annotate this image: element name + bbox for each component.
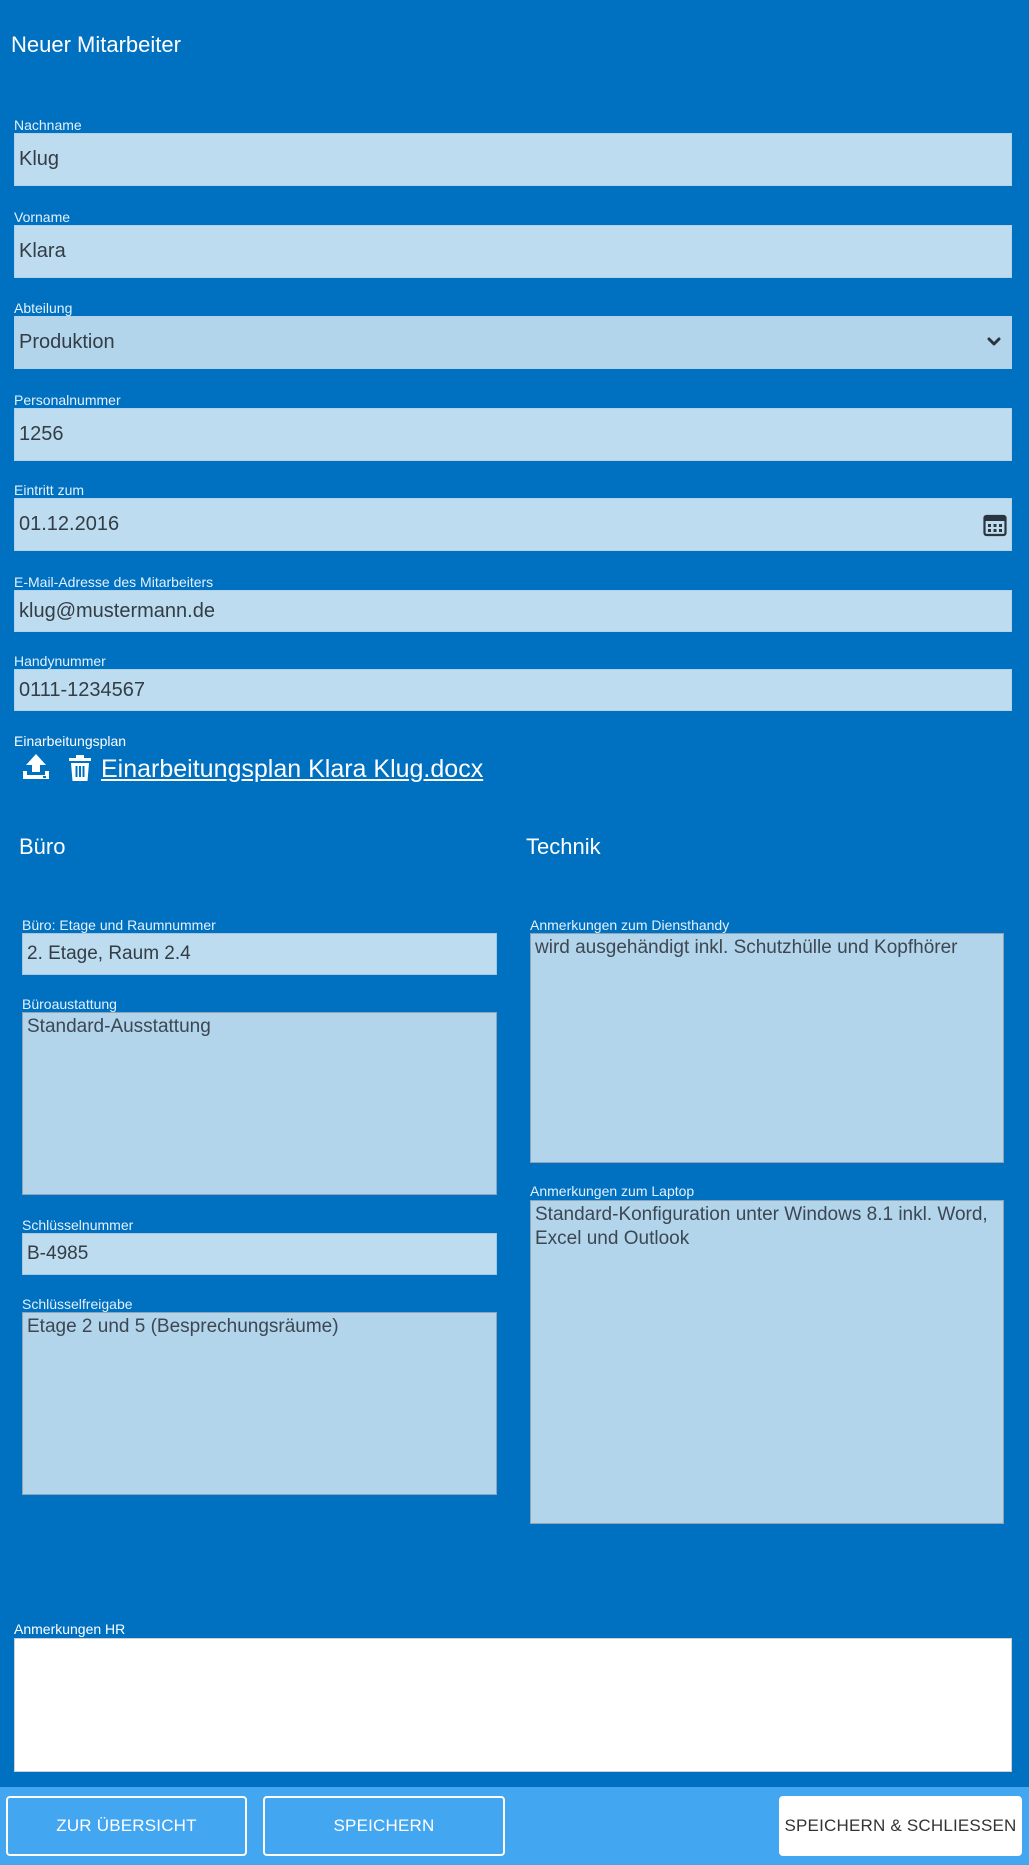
- personalnummer-input[interactable]: 1256: [14, 408, 1012, 461]
- email-label: E-Mail-Adresse des Mitarbeiters: [14, 574, 214, 590]
- buero-raum-label: Büro: Etage und Raumnummer: [22, 917, 216, 933]
- buero-ausstattung-textarea[interactable]: Standard-Ausstattung: [22, 1012, 497, 1195]
- calendar-icon[interactable]: [983, 513, 1007, 537]
- einarbeitungsplan-file-link[interactable]: Einarbeitungsplan Klara Klug.docx: [101, 755, 484, 783]
- abteilung-label: Abteilung: [14, 300, 73, 316]
- overview-button[interactable]: ZUR ÜBERSICHT: [6, 1796, 247, 1856]
- nachname-label: Nachname: [14, 117, 82, 133]
- vorname-label: Vorname: [14, 209, 71, 225]
- schluesselfreigabe-label: Schlüsselfreigabe: [22, 1296, 133, 1312]
- schluesselfreigabe-textarea[interactable]: Etage 2 und 5 (Besprechungsräume): [22, 1312, 497, 1495]
- buero-section-title: Büro: [19, 834, 66, 859]
- nachname-input[interactable]: Klug: [14, 133, 1012, 186]
- vorname-input[interactable]: Klara: [14, 225, 1012, 278]
- schluesselnummer-input[interactable]: B-4985: [22, 1233, 497, 1275]
- schluesselnummer-label: Schlüsselnummer: [22, 1217, 134, 1233]
- chevron-down-icon[interactable]: [987, 336, 1001, 348]
- laptop-label: Anmerkungen zum Laptop: [530, 1183, 695, 1199]
- buero-ausstattung-label: Büroaustattung: [22, 996, 117, 1012]
- trash-icon[interactable]: [68, 754, 92, 782]
- laptop-textarea[interactable]: Standard-Konfiguration unter Windows 8.1 inkl. Word, Excel und Outlook: [530, 1200, 1004, 1524]
- abteilung-select[interactable]: [14, 316, 1012, 369]
- save-button[interactable]: SPEICHERN: [263, 1796, 505, 1856]
- hr-textarea[interactable]: [14, 1638, 1012, 1772]
- handy-input[interactable]: 0111-1234567: [14, 669, 1012, 711]
- hr-label: Anmerkungen HR: [14, 1621, 126, 1637]
- diensthandy-label: Anmerkungen zum Diensthandy: [530, 917, 730, 933]
- technik-section-title: Technik: [526, 834, 601, 859]
- einarbeitungsplan-label: Einarbeitungsplan: [14, 733, 127, 749]
- abteilung-value: Produktion: [19, 331, 115, 353]
- form-title: Neuer Mitarbeiter: [11, 32, 181, 57]
- upload-icon[interactable]: [21, 752, 51, 782]
- eintritt-label: Eintritt zum: [14, 482, 85, 498]
- personalnummer-label: Personalnummer: [14, 392, 121, 408]
- buero-raum-input[interactable]: 2. Etage, Raum 2.4: [22, 933, 497, 975]
- handy-label: Handynummer: [14, 653, 106, 669]
- diensthandy-textarea[interactable]: wird ausgehändigt inkl. Schutzhülle und Kopfhörer: [530, 933, 1004, 1163]
- eintritt-input[interactable]: 01.12.2016: [14, 498, 1012, 551]
- save-close-button[interactable]: SPEICHERN & SCHLIESSEN: [779, 1796, 1022, 1856]
- email-input[interactable]: klug@mustermann.de: [14, 590, 1012, 632]
